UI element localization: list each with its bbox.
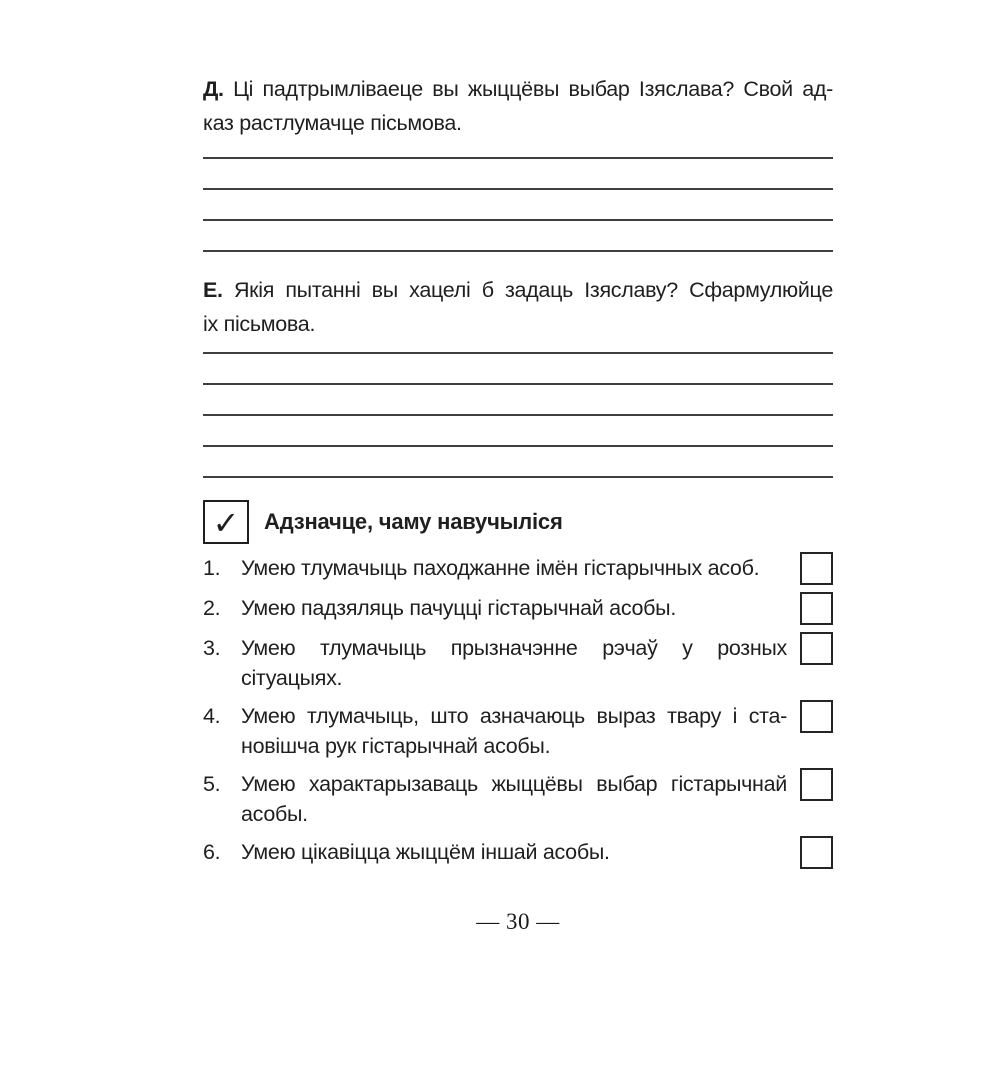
item-text-line: Умею падзяляць пачуцці гістарычнай асобы. (241, 596, 677, 620)
self-check-checkbox[interactable] (800, 768, 833, 801)
self-check-header (203, 500, 833, 544)
answer-line[interactable] (203, 385, 833, 416)
checklist-item (203, 769, 833, 829)
item-number: 1. (203, 556, 221, 580)
task-d-prompt-line2: каз растлумачце пісьмова. (203, 111, 462, 135)
task-e-prompt-text: Якія пытанні вы хацелі б задаць Ізяславу? Сфармулюйце (233, 278, 833, 302)
answer-line[interactable] (203, 221, 833, 252)
task-d-prompt-text: Ці падтрымліваеце вы жыццёвы выбар Ізяслава? Свой ад- (233, 77, 833, 101)
checklist-item (203, 553, 833, 585)
task-e-answer-area (203, 323, 833, 478)
task-e-prompt-line1 (203, 273, 833, 307)
item-text (241, 837, 800, 867)
self-check-checkbox[interactable] (800, 836, 833, 869)
item-text-line: новішча рук гістарычнай асобы. (241, 734, 551, 758)
self-check-heading: Адзначце, чаму навучыліся (264, 509, 563, 534)
task-d-answer-area (203, 128, 833, 252)
task-e-prompt-line2: іх пісьмова. (203, 312, 316, 336)
checklist-item (203, 701, 833, 761)
task-d-label: Д. (203, 77, 224, 101)
checklist-item (203, 837, 833, 869)
item-text-line: Умею тлумачыць паходжанне імён гістарычных асоб. (241, 556, 760, 580)
item-text-line: Умею характарызаваць жыццёвы выбар гістарычнай (241, 772, 787, 796)
item-number: 2. (203, 596, 221, 620)
item-text (241, 701, 800, 761)
answer-line[interactable] (203, 416, 833, 447)
answer-line[interactable] (203, 190, 833, 221)
self-check-checkbox[interactable] (800, 632, 833, 665)
task-e-label: Е. (203, 278, 223, 302)
item-number: 3. (203, 636, 221, 660)
item-text-line: Умею тлумачыць, што азначаюць выраз твару і ста- (241, 704, 787, 728)
self-check-checkbox[interactable] (800, 700, 833, 733)
page-content (203, 72, 833, 935)
task-e-section (203, 273, 833, 478)
check-icon: ✓ (212, 504, 240, 542)
item-text (241, 633, 800, 693)
item-text-line: Умею цікавіцца жыццём іншай асобы. (241, 840, 610, 864)
item-number: 6. (203, 840, 221, 864)
checked-box (203, 500, 249, 544)
item-text (241, 593, 800, 623)
item-text (241, 769, 800, 829)
checklist-item (203, 633, 833, 693)
task-d-section (203, 72, 833, 252)
checklist-item (203, 593, 833, 625)
item-text-line: асобы. (241, 802, 308, 826)
self-check-checkbox[interactable] (800, 552, 833, 585)
item-number: 5. (203, 772, 221, 796)
item-text-line: сітуацыях. (241, 666, 343, 690)
answer-line[interactable] (203, 159, 833, 190)
answer-line[interactable] (203, 447, 833, 478)
task-d-prompt-line1 (203, 72, 833, 106)
self-check-checkbox[interactable] (800, 592, 833, 625)
item-text (241, 553, 800, 583)
page-number: — 30 — (476, 909, 560, 934)
answer-line[interactable] (203, 354, 833, 385)
item-text-line: Умею тлумачыць прызначэнне рэчаў у розных (241, 636, 787, 660)
item-number: 4. (203, 704, 221, 728)
self-check-list (203, 553, 833, 869)
